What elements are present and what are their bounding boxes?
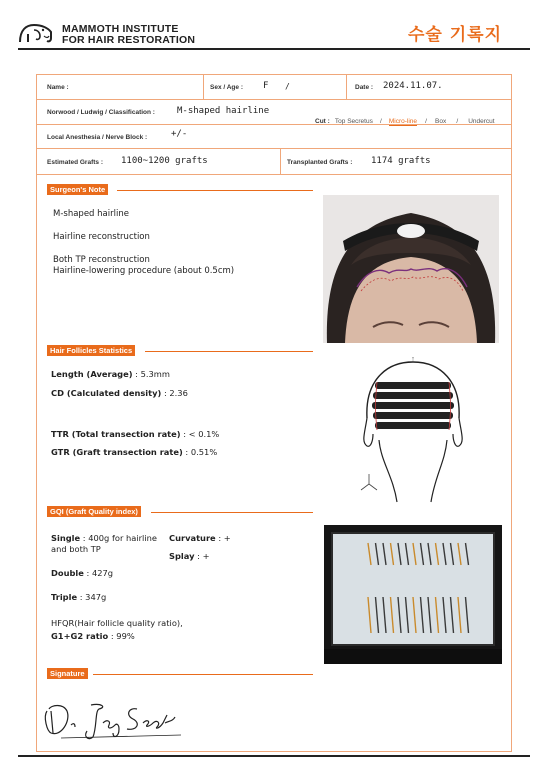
divider (280, 148, 281, 174)
logo-line-2: FOR HAIR RESTORATION (62, 34, 196, 46)
cut-option-undercut: Undercut (468, 118, 495, 125)
name-label: Name : (47, 84, 69, 91)
section-line (117, 190, 313, 191)
logo-line-1: MAMMOTH INSTITUTE (62, 23, 179, 35)
date-value: 2024.11.07. (383, 81, 443, 91)
graft-tray-photo (324, 525, 502, 664)
cd-label: CD (Calculated density) (51, 388, 162, 398)
signature-mark (41, 697, 191, 741)
ttr-stat (51, 429, 219, 439)
gtr-label: GTR (Graft transection rate) (51, 447, 183, 457)
curvature-stat (169, 533, 231, 543)
sex-age-label: Sex / Age : (210, 84, 243, 91)
sex-value: F (263, 81, 269, 91)
bottom-rule (18, 755, 530, 757)
header (0, 0, 551, 52)
cd-value: : 2.36 (161, 388, 188, 398)
estimated-grafts-value: 1100~1200 grafts (121, 156, 208, 166)
estimated-grafts-label: Estimated Grafts : (47, 159, 103, 166)
single-value: : 400g for hairline (80, 533, 158, 543)
single-value-2: and both TP (51, 544, 101, 554)
classification-value: M-shaped hairline (177, 106, 270, 116)
section-line (151, 512, 313, 513)
cut-option-top-secretus: Top Secretus (334, 118, 373, 125)
curvature-label: Curvature (169, 533, 216, 543)
hair-follicles-statistics-heading: Hair Follicles Statistics (47, 345, 135, 356)
single-label: Single (51, 533, 81, 543)
cut-option-box: Box (435, 118, 447, 125)
surgeons-note (53, 209, 313, 277)
divider (203, 75, 204, 99)
double-label: Double (51, 568, 84, 578)
curvature-value: : + (215, 533, 231, 543)
top-rule (18, 48, 530, 50)
length-stat (51, 369, 170, 379)
surgeons-note-heading: Surgeon's Note (47, 184, 108, 195)
gqi-heading: GQI (Graft Quality index) (47, 506, 141, 517)
hfqr-stat (51, 617, 183, 643)
single-stat (51, 533, 157, 555)
section-line (93, 674, 313, 675)
double-value: : 427g (83, 568, 114, 578)
form-row-anesthesia (37, 124, 511, 149)
ttr-value: : < 0.1% (180, 429, 220, 439)
note-line: M-shaped hairline (53, 209, 129, 219)
splay-value: : + (194, 551, 210, 561)
cut-separator: / (456, 118, 459, 125)
cut-option-micro-line: Micro-line (388, 118, 418, 125)
ttr-label: TTR (Total transection rate) (51, 429, 181, 439)
divider (346, 75, 347, 99)
cut-label: Cut : (315, 118, 330, 125)
triple-stat (51, 592, 106, 602)
signature-heading: Signature (47, 668, 88, 679)
triple-label: Triple (51, 592, 78, 602)
hfqr-label: HFQR(Hair follicle quality ratio), (51, 618, 183, 628)
splay-stat (169, 551, 210, 561)
gtr-value: : 0.51% (182, 447, 218, 457)
double-stat (51, 568, 113, 578)
sex-age-separator: / (285, 82, 290, 91)
forehead-photo (323, 195, 499, 343)
head-diagram-icon (355, 352, 471, 508)
triple-value: : 347g (77, 592, 107, 602)
form-row-grafts (37, 148, 511, 175)
gtr-stat (51, 447, 217, 457)
transplanted-grafts-label: Transplanted Grafts : (287, 159, 353, 166)
length-label: Length (Average) (51, 369, 133, 379)
transplanted-grafts-value: 1174 grafts (371, 156, 431, 166)
classification-label: Norwood / Ludwig / Classification : (47, 109, 155, 116)
length-value: : 5.3mm (132, 369, 170, 379)
mammoth-logo-icon (18, 22, 58, 44)
cd-stat (51, 388, 188, 398)
cut-separator: / (379, 118, 382, 125)
document-title: 수술 기록지 (408, 25, 503, 45)
anesthesia-label: Local Anesthesia / Nerve Block : (47, 134, 148, 141)
cut-separator: / (425, 118, 427, 125)
g12-label: G1+G2 ratio (51, 631, 109, 641)
splay-label: Splay (169, 551, 195, 561)
note-line: Hairline-lowering procedure (about 0.5cm) (53, 266, 235, 276)
form-row-classification (37, 99, 511, 125)
g12-value: : 99% (108, 631, 135, 641)
anesthesia-value: +/- (171, 129, 188, 139)
svg-text:↑: ↑ (411, 356, 415, 363)
section-line (145, 351, 313, 352)
note-line: Hairline reconstruction (53, 232, 150, 242)
form-row-name (37, 75, 511, 100)
note-line: Both TP reconstruction (53, 255, 150, 265)
date-label: Date : (355, 84, 374, 91)
